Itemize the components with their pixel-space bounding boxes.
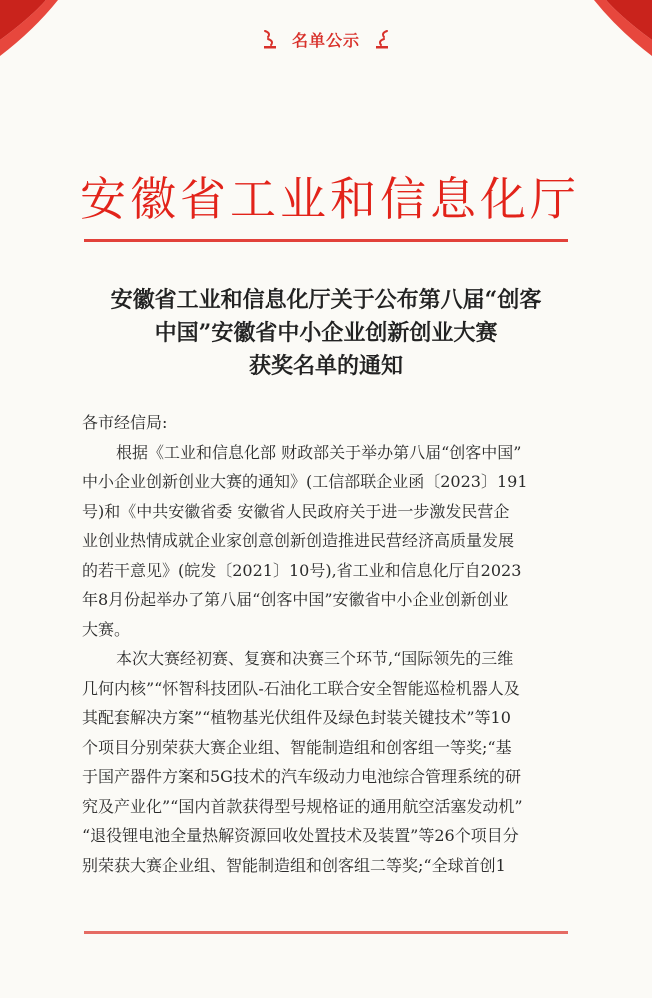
document-title-line: 获奖名单的通知: [248, 353, 403, 379]
body-line: 于国产器件方案和5G技术的汽车级动力电池综合管理系统的研: [82, 767, 521, 786]
body-line: 中小企业创新创业大赛的通知》(工信部联企业函〔2023〕191: [82, 472, 528, 491]
body-line: 本次大赛经初赛、复赛和决赛三个环节,“国际领先的三维: [116, 649, 514, 668]
ornament-right-icon: [374, 28, 390, 50]
banner-label: 名单公示: [291, 30, 360, 50]
body-line: 号)和《中共安徽省委 安徽省人民政府关于进一步激发民营企: [82, 501, 510, 521]
document-title-line: 中国”安徽省中小企业创新创业大赛: [154, 320, 498, 346]
letterhead-divider: [84, 239, 568, 242]
body-line: 年8月份起举办了第八届“创客中国”安徽省中小企业创新创业: [82, 590, 509, 609]
body-line: 究及产业化”“国内首款获得型号规格证的通用航空活塞发动机”: [82, 796, 523, 816]
body-line: 其配套解决方案”“植物基光伏组件及绿色封装关键技术”等10: [82, 708, 511, 727]
document-title: [80, 284, 572, 383]
body-line: 根据《工业和信息化部 财政部关于举办第八届“创客中国”: [116, 442, 522, 462]
body-line: 的若干意见》(皖发〔2021〕10号),省工业和信息化厅自2023: [82, 560, 522, 580]
footer-divider: [84, 931, 568, 934]
ornament-left-icon: [262, 28, 278, 50]
body-line: 几何内核”“怀智科技团队-石油化工联合安全智能巡检机器人及: [82, 678, 520, 698]
document-title-line: 安徽省工业和信息化厅关于公布第八届“创客: [110, 287, 542, 313]
banner: [0, 22, 652, 56]
salutation: 各市经信局:: [82, 413, 168, 432]
body-line: 大赛。: [82, 619, 131, 639]
letterhead-title: 安徽省工业和信息化厅: [80, 172, 580, 226]
body-line: 业创业热情成就企业家创意创新创造推进民营经济高质量发展: [82, 531, 515, 550]
document-body: [82, 408, 574, 880]
body-line: 个项目分别荣获大赛企业组、智能制造组和创客组一等奖;“基: [82, 737, 512, 757]
body-line: “退役锂电池全量热解资源回收处置技术及装置”等26个项目分: [82, 826, 519, 845]
body-line: 别荣获大赛企业组、智能制造组和创客组二等奖;“全球首创1: [82, 855, 506, 875]
